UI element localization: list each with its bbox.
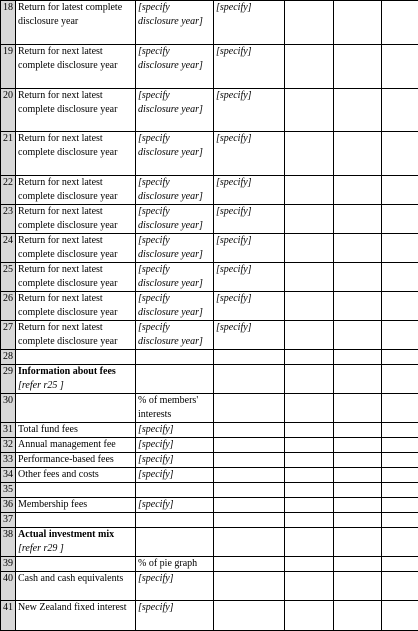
empty-cell xyxy=(382,572,418,601)
row-number: 39 xyxy=(1,557,16,572)
row-label: Return for next latest complete disclosure year xyxy=(16,263,136,292)
empty-cell xyxy=(382,234,418,263)
empty-cell xyxy=(285,350,334,365)
specify-cell xyxy=(214,468,285,483)
row-number: 19 xyxy=(1,45,16,89)
section-heading: Information about fees xyxy=(18,366,116,377)
row-label: Return for next latest complete disclosure year xyxy=(16,292,136,321)
empty-cell xyxy=(382,394,418,423)
empty-cell xyxy=(334,45,382,89)
value-cell[interactable]: [specify] xyxy=(136,498,214,513)
value-cell[interactable]: [specify disclosure year] xyxy=(136,263,214,292)
empty-cell xyxy=(285,423,334,438)
specify-cell[interactable]: [specify] xyxy=(214,234,285,263)
value-cell[interactable]: [specify] xyxy=(136,601,214,631)
value-cell[interactable]: [specify] xyxy=(136,572,214,601)
table-row xyxy=(1,557,418,572)
row-number: 27 xyxy=(1,321,16,350)
row-number: 20 xyxy=(1,89,16,132)
specify-cell xyxy=(214,438,285,453)
empty-cell xyxy=(334,572,382,601)
specify-cell xyxy=(214,601,285,631)
empty-cell xyxy=(334,89,382,132)
row-label: Return for next latest complete disclosure year xyxy=(16,89,136,132)
value-cell[interactable]: [specify] xyxy=(136,423,214,438)
empty-cell xyxy=(382,1,418,45)
empty-cell xyxy=(382,45,418,89)
row-label xyxy=(16,513,136,528)
row-number: 23 xyxy=(1,205,16,234)
empty-cell xyxy=(285,572,334,601)
empty-cell xyxy=(382,365,418,394)
row-label xyxy=(16,483,136,498)
empty-cell xyxy=(285,263,334,292)
empty-cell xyxy=(334,321,382,350)
specify-cell xyxy=(214,498,285,513)
empty-cell xyxy=(334,498,382,513)
specify-cell[interactable]: [specify] xyxy=(214,45,285,89)
empty-cell xyxy=(334,1,382,45)
specify-cell xyxy=(214,557,285,572)
empty-cell xyxy=(334,453,382,468)
table-row xyxy=(1,483,418,498)
row-number: 33 xyxy=(1,453,16,468)
empty-cell xyxy=(382,557,418,572)
row-number: 18 xyxy=(1,1,16,45)
empty-cell xyxy=(285,205,334,234)
row-number: 22 xyxy=(1,176,16,205)
table-row xyxy=(1,423,418,438)
row-number: 21 xyxy=(1,132,16,176)
empty-cell xyxy=(334,234,382,263)
empty-cell xyxy=(285,234,334,263)
row-label: New Zealand fixed interest xyxy=(16,601,136,631)
value-cell[interactable]: [specify] xyxy=(136,468,214,483)
empty-cell xyxy=(285,89,334,132)
row-number: 38 xyxy=(1,528,16,557)
row-label: Performance-based fees xyxy=(16,453,136,468)
value-cell[interactable]: [specify disclosure year] xyxy=(136,176,214,205)
row-label xyxy=(16,557,136,572)
empty-cell xyxy=(285,292,334,321)
row-number: 29 xyxy=(1,365,16,394)
table-row xyxy=(1,45,418,89)
empty-cell xyxy=(285,453,334,468)
row-label: Other fees and costs xyxy=(16,468,136,483)
empty-cell xyxy=(285,438,334,453)
specify-cell xyxy=(214,528,285,557)
specify-cell[interactable]: [specify] xyxy=(214,205,285,234)
row-label: Return for next latest complete disclosure year xyxy=(16,45,136,89)
row-number: 37 xyxy=(1,513,16,528)
specify-cell[interactable]: [specify] xyxy=(214,132,285,176)
empty-cell xyxy=(382,263,418,292)
table-row xyxy=(1,234,418,263)
row-number: 30 xyxy=(1,394,16,423)
specify-cell xyxy=(214,453,285,468)
empty-cell xyxy=(334,350,382,365)
empty-cell xyxy=(334,601,382,631)
row-number: 25 xyxy=(1,263,16,292)
row-number: 34 xyxy=(1,468,16,483)
empty-cell xyxy=(285,132,334,176)
empty-cell xyxy=(382,438,418,453)
specify-cell[interactable]: [specify] xyxy=(214,321,285,350)
specify-cell xyxy=(214,365,285,394)
empty-cell xyxy=(285,45,334,89)
empty-cell xyxy=(285,557,334,572)
empty-cell xyxy=(382,498,418,513)
value-cell xyxy=(136,483,214,498)
specify-cell xyxy=(214,394,285,423)
value-cell xyxy=(136,528,214,557)
value-cell[interactable]: [specify disclosure year] xyxy=(136,205,214,234)
row-label: Return for next latest complete disclosure year xyxy=(16,132,136,176)
row-label: Return for next latest complete disclosure year xyxy=(16,234,136,263)
empty-cell xyxy=(382,601,418,631)
empty-cell xyxy=(382,453,418,468)
specify-cell xyxy=(214,513,285,528)
table-row xyxy=(1,89,418,132)
section-heading: Actual investment mix xyxy=(18,529,114,540)
row-label xyxy=(16,394,136,423)
table-row xyxy=(1,132,418,176)
row-label: Cash and cash equivalents xyxy=(16,572,136,601)
table-row xyxy=(1,528,418,557)
table-row xyxy=(1,453,418,468)
empty-cell xyxy=(285,483,334,498)
row-number: 24 xyxy=(1,234,16,263)
empty-cell xyxy=(334,132,382,176)
table-row xyxy=(1,394,418,423)
value-cell[interactable]: [specify] xyxy=(136,453,214,468)
empty-cell xyxy=(334,557,382,572)
empty-cell xyxy=(334,292,382,321)
empty-cell xyxy=(334,468,382,483)
row-number: 35 xyxy=(1,483,16,498)
empty-cell xyxy=(285,498,334,513)
empty-cell xyxy=(382,513,418,528)
specify-cell[interactable]: [specify] xyxy=(214,1,285,45)
empty-cell xyxy=(285,513,334,528)
empty-cell xyxy=(382,321,418,350)
value-cell xyxy=(136,350,214,365)
empty-cell xyxy=(382,205,418,234)
empty-cell xyxy=(285,1,334,45)
row-label: Total fund fees xyxy=(16,423,136,438)
table-row xyxy=(1,365,418,394)
empty-cell xyxy=(382,528,418,557)
value-cell[interactable]: [specify disclosure year] xyxy=(136,321,214,350)
value-cell xyxy=(136,365,214,394)
empty-cell xyxy=(285,321,334,350)
empty-cell xyxy=(285,528,334,557)
empty-cell xyxy=(382,350,418,365)
value-cell[interactable]: [specify disclosure year] xyxy=(136,89,214,132)
row-label xyxy=(16,365,136,394)
row-number: 41 xyxy=(1,601,16,631)
empty-cell xyxy=(382,176,418,205)
row-number: 31 xyxy=(1,423,16,438)
specify-cell[interactable]: [specify] xyxy=(214,263,285,292)
row-label xyxy=(16,528,136,557)
empty-cell xyxy=(334,513,382,528)
empty-cell xyxy=(334,423,382,438)
table-row xyxy=(1,350,418,365)
value-cell[interactable]: [specify disclosure year] xyxy=(136,45,214,89)
empty-cell xyxy=(334,365,382,394)
row-label: Return for next latest complete disclosure year xyxy=(16,205,136,234)
specify-cell xyxy=(214,483,285,498)
table-row xyxy=(1,498,418,513)
empty-cell xyxy=(334,483,382,498)
row-number: 26 xyxy=(1,292,16,321)
row-number: 36 xyxy=(1,498,16,513)
empty-cell xyxy=(285,365,334,394)
empty-cell xyxy=(285,176,334,205)
value-cell: % of pie graph xyxy=(136,557,214,572)
table-row xyxy=(1,205,418,234)
empty-cell xyxy=(382,132,418,176)
table-row xyxy=(1,176,418,205)
value-cell[interactable]: [specify disclosure year] xyxy=(136,1,214,45)
table-row xyxy=(1,468,418,483)
empty-cell xyxy=(334,394,382,423)
table-row xyxy=(1,1,418,45)
table-row xyxy=(1,513,418,528)
table-row xyxy=(1,292,418,321)
row-label: Annual management fee xyxy=(16,438,136,453)
empty-cell xyxy=(382,468,418,483)
table-row xyxy=(1,572,418,601)
empty-cell xyxy=(334,205,382,234)
row-label: Return for next latest complete disclosure year xyxy=(16,176,136,205)
value-cell[interactable]: [specify disclosure year] xyxy=(136,234,214,263)
empty-cell xyxy=(382,89,418,132)
empty-cell xyxy=(334,438,382,453)
specify-cell xyxy=(214,350,285,365)
specify-cell xyxy=(214,423,285,438)
regulation-reference: [refer r25 ] xyxy=(18,380,64,391)
specify-cell xyxy=(214,572,285,601)
empty-cell xyxy=(334,528,382,557)
table-row xyxy=(1,321,418,350)
empty-cell xyxy=(334,176,382,205)
row-number: 40 xyxy=(1,572,16,601)
table-row xyxy=(1,601,418,631)
empty-cell xyxy=(285,601,334,631)
row-label xyxy=(16,350,136,365)
specify-cell[interactable]: [specify] xyxy=(214,292,285,321)
row-label: Membership fees xyxy=(16,498,136,513)
value-cell xyxy=(136,513,214,528)
row-label: Return for latest complete disclosure year xyxy=(16,1,136,45)
row-number: 28 xyxy=(1,350,16,365)
value-cell[interactable]: [specify] xyxy=(136,438,214,453)
value-cell: % of members' interests xyxy=(136,394,214,423)
empty-cell xyxy=(285,468,334,483)
row-number: 32 xyxy=(1,438,16,453)
specify-cell[interactable]: [specify] xyxy=(214,89,285,132)
empty-cell xyxy=(382,292,418,321)
table-row xyxy=(1,438,418,453)
empty-cell xyxy=(285,394,334,423)
table-row xyxy=(1,263,418,292)
empty-cell xyxy=(334,263,382,292)
specify-cell[interactable]: [specify] xyxy=(214,176,285,205)
empty-cell xyxy=(382,483,418,498)
empty-cell xyxy=(382,423,418,438)
value-cell[interactable]: [specify disclosure year] xyxy=(136,132,214,176)
regulation-reference: [refer r29 ] xyxy=(18,543,64,554)
value-cell[interactable]: [specify disclosure year] xyxy=(136,292,214,321)
row-label: Return for next latest complete disclosure year xyxy=(16,321,136,350)
